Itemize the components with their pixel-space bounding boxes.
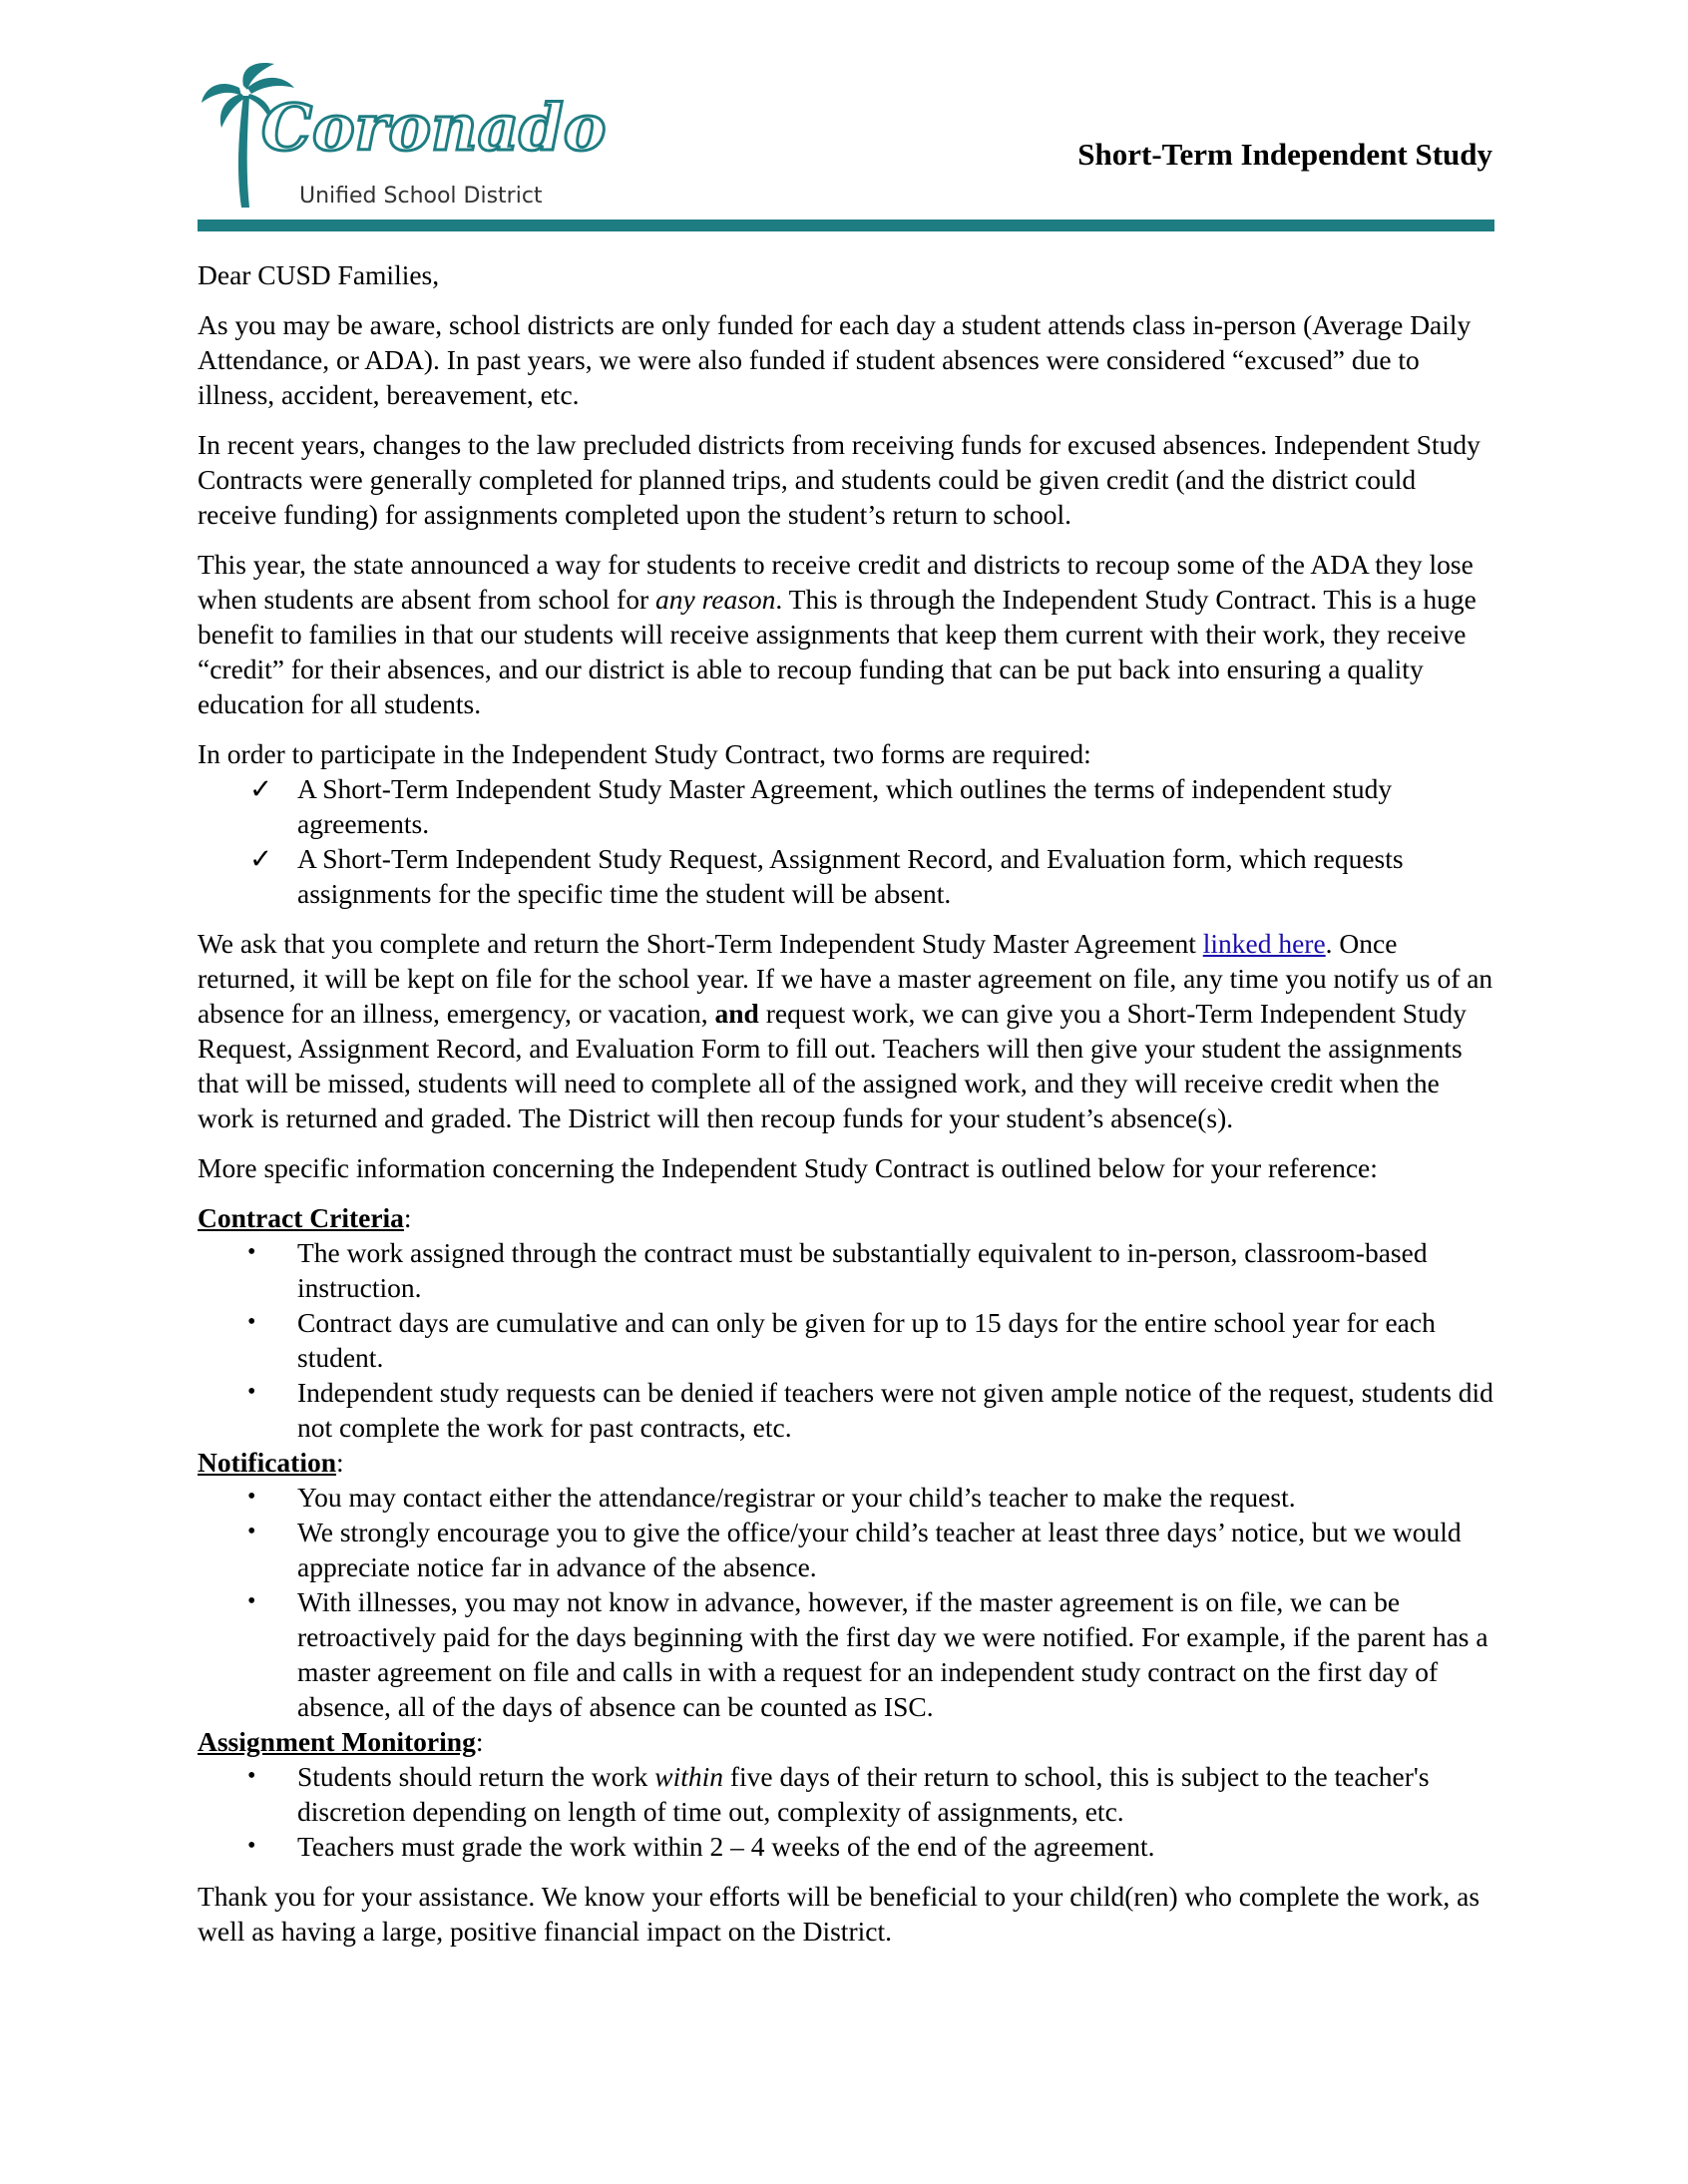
list-item <box>198 1829 1494 1864</box>
contract-criteria-section <box>198 1200 1494 1445</box>
heading-colon: : <box>475 1726 484 1757</box>
monitoring-text-1: Students should return the work <box>297 1761 655 1792</box>
forms-list <box>198 771 1494 911</box>
form-item-text: A Short-Term Independent Study Request, Assignment Record, and Evaluation form, which requests assignments for the specific time the student will be absent. <box>297 843 1404 909</box>
heading-colon: : <box>336 1447 344 1478</box>
paragraph-state-announcement <box>198 547 1494 721</box>
list-item <box>198 1584 1494 1724</box>
bullet-icon: • <box>247 1833 256 1859</box>
list-item <box>198 1375 1494 1445</box>
list-item <box>198 1480 1494 1515</box>
within-emphasis: within <box>654 1761 723 1792</box>
list-item <box>198 841 1494 911</box>
criteria-item-text: Contract days are cumulative and can only be given for up to 15 days for the entire school year for each student. <box>297 1307 1436 1373</box>
criteria-item-text: Independent study requests can be denied if teachers were not given ample notice of the request, students did not complete the work for past contracts, etc. <box>297 1377 1493 1443</box>
paragraph-law-changes: In recent years, changes to the law precluded districts from receiving funds for excused absences. Independent Study Contracts were generally completed for planned trips, and students could be given credit (and the district could receive funding) for assignments completed upon the student’s return to school. <box>198 429 1480 530</box>
list-item <box>198 1759 1494 1829</box>
monitoring-list <box>198 1759 1494 1864</box>
header-divider <box>198 219 1494 231</box>
assignment-monitoring-heading: Assignment Monitoring <box>198 1726 476 1757</box>
criteria-list <box>198 1235 1494 1445</box>
assignment-monitoring-section <box>198 1724 1494 1864</box>
notification-list <box>198 1480 1494 1724</box>
contract-criteria-heading: Contract Criteria <box>198 1202 404 1233</box>
notification-section <box>198 1445 1494 1724</box>
master-agreement-link[interactable]: linked here <box>1202 928 1326 959</box>
agreement-text-1: We ask that you complete and return the Short-Term Independent Study Master Agreement <box>198 928 1203 959</box>
list-item <box>198 1515 1494 1584</box>
agreement-text-3: request work, we can give you a Short-Term Independent Study Request, Assignment Record, and Evaluation Form to fill out. Teachers will then give your student the assignments that will be missed, students will need to complete all of the assigned work, and they will receive credit when the work is returned and graded. The District will then recoup funds for your student’s absence(s). <box>198 998 1467 1133</box>
checkmark-icon: ✓ <box>249 843 273 874</box>
notification-item-text: We strongly encourage you to give the office/your child’s teacher at least three days’ notice, but we would appreciate notice far in advance of the absence. <box>297 1517 1462 1582</box>
bullet-icon: • <box>247 1309 256 1335</box>
bullet-icon: • <box>247 1484 256 1510</box>
logo-subtitle: Unified School District <box>299 184 543 209</box>
monitoring-text-2: five days of their return to school, this is subject to the teacher's discretion depending on length of time out, complexity of assignments, etc. <box>297 1761 1430 1827</box>
bullet-icon: • <box>247 1763 256 1789</box>
and-emphasis: and <box>714 998 759 1029</box>
palm-tree-logo-icon <box>200 58 607 218</box>
bullet-icon: • <box>247 1379 256 1405</box>
paragraph-more-info: More specific information concerning the Independent Study Contract is outlined below for your reference: <box>198 1152 1378 1183</box>
letter-body <box>198 257 1494 1964</box>
forms-intro: In order to participate in the Independent Study Contract, two forms are required: <box>198 738 1091 769</box>
document-title: Short-Term Independent Study <box>1077 137 1492 172</box>
bullet-icon: • <box>247 1519 256 1544</box>
list-item <box>198 771 1494 841</box>
notification-item-text: With illnesses, you may not know in advance, however, if the master agreement is on file, we can be retroactively paid for the days beginning with the first day we were notified. For example, if the parent has a master agreement on file and calls in with a request for an independent study contract on the first day of absence, all of the days of absence can be counted as ISC. <box>297 1586 1488 1722</box>
notification-heading: Notification <box>198 1447 337 1478</box>
any-reason-emphasis: any reason <box>654 584 776 615</box>
list-item <box>198 1235 1494 1305</box>
logo-wordmark: Coronado <box>261 91 607 166</box>
list-item <box>198 1305 1494 1375</box>
paragraph-funding: As you may be aware, school districts are only funded for each day a student attends class in-person (Average Daily Attendance, or ADA). In past years, we were also funded if student absences were considered “excused” due to illness, accident, bereavement, etc. <box>198 309 1472 410</box>
closing-paragraph: Thank you for your assistance. We know your efforts will be beneficial to your child(ren) who complete the work, as well as having a large, positive financial impact on the District. <box>198 1881 1480 1947</box>
heading-colon: : <box>403 1202 412 1233</box>
criteria-item-text: The work assigned through the contract must be substantially equivalent to in-person, classroom-based instruction. <box>297 1237 1428 1303</box>
agreement-text-2: . Once returned, it will be kept on file for the school year. If we have a master agreement on file, any time you notify us of an absence for an illness, emergency, or vacation, <box>198 928 1493 1029</box>
checkmark-icon: ✓ <box>249 773 273 804</box>
required-forms <box>198 736 1494 911</box>
form-item-text: A Short-Term Independent Study Master Agreement, which outlines the terms of independent study agreements. <box>297 773 1393 839</box>
state-text-2: . This is through the Independent Study Contract. This is a huge benefit to families in that our students will receive assignments that keep them current with their work, they receive “credit” for their absences, and our district is able to recoup funding that can be put back into ensuring a quality education for all students. <box>198 584 1477 719</box>
monitoring-item-text: Teachers must grade the work within 2 – 4 weeks of the end of the agreement. <box>297 1831 1155 1862</box>
state-text-1: This year, the state announced a way for students to receive credit and districts to recoup some of the ADA they lose when students are absent from school for <box>198 549 1474 615</box>
district-logo <box>200 58 607 218</box>
bullet-icon: • <box>247 1588 256 1614</box>
notification-item-text: You may contact either the attendance/registrar or your child’s teacher to make the request. <box>297 1482 1296 1513</box>
bullet-icon: • <box>247 1239 256 1265</box>
paragraph-master-agreement <box>198 926 1494 1135</box>
salutation: Dear CUSD Families, <box>198 259 440 290</box>
